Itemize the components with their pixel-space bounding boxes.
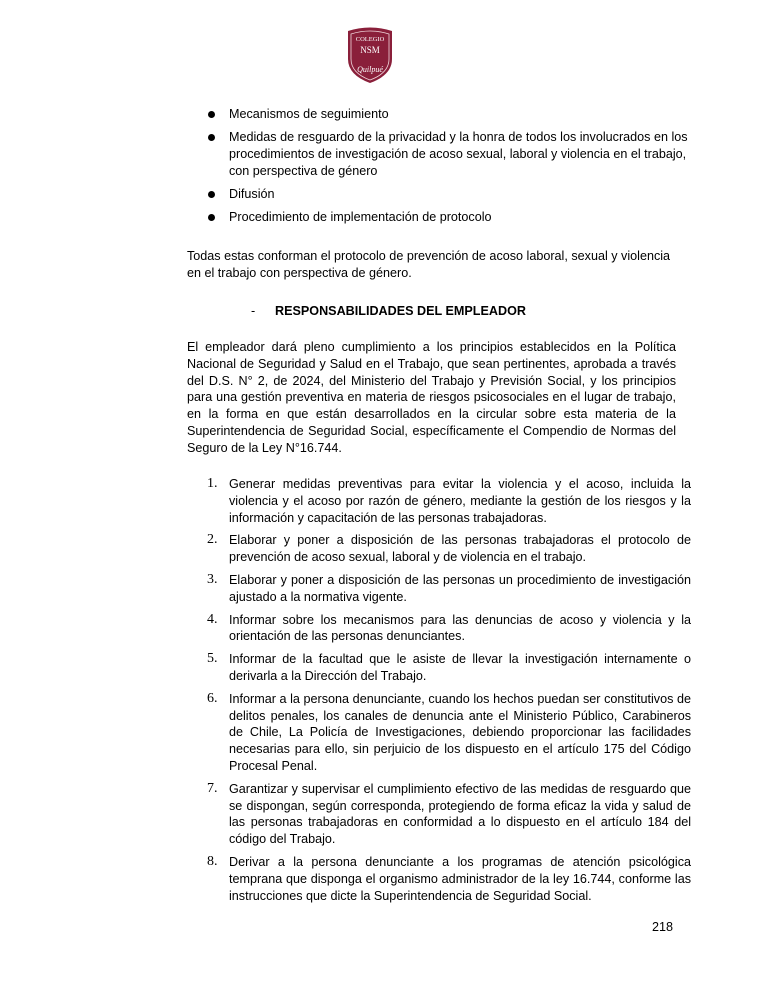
item-text: Generar medidas preventivas para evitar la violencia y el acoso, incluida la violencia y el acoso por razón de género, mediante la gestión de los riesgos y la información y capacitación de las personas trabajadoras. (229, 477, 691, 525)
bullet-item (207, 129, 689, 180)
list-item (205, 854, 691, 904)
section-heading (251, 303, 526, 320)
school-crest-icon (342, 25, 398, 85)
list-item (205, 572, 691, 606)
bullet-icon (208, 134, 215, 141)
logo-line2: NSM (360, 45, 380, 55)
item-text: Elaborar y poner a disposición de las personas un procedimiento de investigación ajustado a la normativa vigente. (229, 572, 691, 604)
list-item (205, 781, 691, 848)
list-item (205, 612, 691, 646)
item-number: 3. (207, 571, 218, 587)
section-title: RESPONSABILIDADES DEL EMPLEADOR (275, 304, 526, 318)
bullet-text: Medidas de resguardo de la privacidad y la honra de todos los involucrados en los procedimientos de investigación de acoso sexual, laboral y violencia en el trabajo, con perspectiva de género (229, 130, 688, 178)
bullet-icon (208, 214, 215, 221)
item-text: Elaborar y poner a disposición de las personas trabajadoras el protocolo de prevención de acoso sexual, laboral y de violencia en el trabajo. (229, 533, 691, 565)
bullet-item (207, 106, 689, 123)
item-number: 6. (207, 690, 218, 706)
item-text: Derivar a la persona denunciante a los programas de atención psicológica temprana que disponga el organismo administrador de la ley 16.744, conforme las instrucciones que dicte la Superintendencia de Seguridad Social. (229, 854, 691, 903)
page-number: 218 (652, 920, 674, 934)
bullet-text: Procedimiento de implementación de protocolo (229, 210, 492, 224)
logo-line1: COLEGIO (355, 36, 385, 43)
intro-paragraph: El empleador dará pleno cumplimiento a los principios establecidos en la Política Nacional de Seguridad y Salud en el Trabajo, que sean pertinentes, aprobada a través del D.S. N° 2, de 2024, del Ministerio del Trabajo y Previsión Social, y los principios para una gestión preventiva en materia de riesgos psicosociales en el lugar de trabajo, en la forma en que están desarrollados en la circular sobre esta materia de la Superintendencia de Seguridad Social, específicamente el Compendio de Normas del Seguro de la Ley N°16.744. (187, 340, 676, 455)
bullet-text: Mecanismos de seguimiento (229, 107, 389, 121)
logo-line3: Quilpué (357, 65, 383, 74)
item-text: Informar de la facultad que le asiste de llevar la investigación internamente o derivarla a la Dirección del Trabajo. (229, 652, 691, 683)
bullet-icon (208, 191, 215, 198)
bullet-item (207, 186, 689, 203)
list-item (205, 651, 691, 685)
list-item (205, 476, 691, 526)
summary-paragraph: Todas estas conforman el protocolo de prevención de acoso laboral, sexual y violencia en el trabajo con perspectiva de género. (187, 249, 671, 280)
item-number: 1. (207, 476, 218, 491)
responsibilities-list (205, 476, 691, 910)
bullet-text: Difusión (229, 187, 275, 201)
bullet-icon (208, 111, 215, 118)
section-dash: - (251, 304, 256, 318)
item-number: 5. (207, 651, 218, 667)
bullet-item (207, 209, 689, 226)
item-number: 4. (207, 611, 218, 627)
item-text: Informar sobre los mecanismos para las denuncias de acoso y violencia y la orientación de las personas denunciantes. (229, 612, 691, 644)
item-number: 7. (207, 780, 218, 796)
school-logo (342, 25, 398, 85)
bullet-list (207, 106, 689, 232)
list-item (205, 532, 691, 566)
item-number: 2. (207, 532, 218, 548)
item-text: Garantizar y supervisar el cumplimiento efectivo de las medidas de resguardo que se dispongan, según corresponda, protegiendo de forma eficaz la vida y salud de las personas trabajadoras en conformidad a lo dispuesto en el artículo 184 del código del Trabajo. (229, 781, 691, 847)
list-item (205, 691, 691, 775)
item-number: 8. (207, 853, 218, 869)
item-text: Informar a la persona denunciante, cuando los hechos puedan ser constitutivos de delitos penales, los canales de denuncia ante el Ministerio Público, Carabineros de Chile, La Policía de Investigaciones, debiendo proporcionar las facilidades necesarias para ello, sin perjuicio de los dispuesto en el artículo 175 del Código Procesal Penal. (229, 691, 691, 773)
